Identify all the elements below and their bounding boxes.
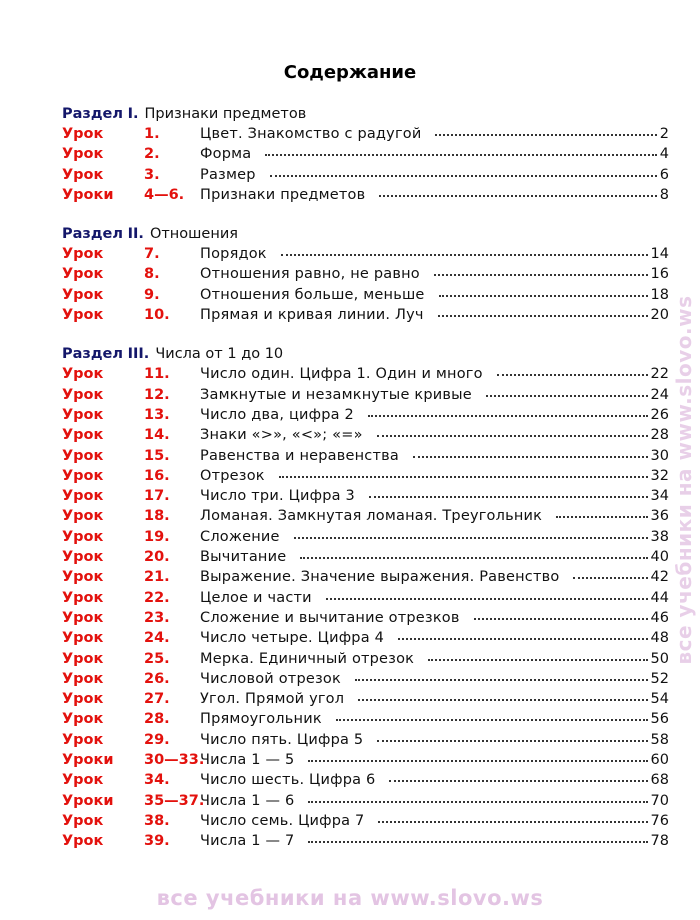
lesson-title: Числа 1 — 6 (200, 792, 295, 809)
lesson-number: 9. (144, 286, 160, 303)
section-heading (62, 224, 669, 244)
dot-leader (336, 709, 648, 721)
lesson-title: Ломаная. Замкнутая ломаная. Треугольник (200, 508, 543, 525)
page-number: 18 (650, 286, 669, 303)
lesson-label: Урок (62, 467, 104, 484)
page-number: 56 (650, 711, 669, 728)
lesson-label: Урок (62, 833, 104, 850)
table-of-contents (62, 104, 669, 852)
lesson-label: Урок (62, 609, 104, 626)
toc-entry (62, 185, 669, 205)
lesson-title: Знаки «>», «<»; «=» (200, 427, 363, 444)
lesson-title: Признаки предметов (200, 186, 366, 203)
lesson-label: Урок (62, 266, 104, 283)
lesson-number: 18. (144, 508, 170, 525)
lesson-title: Замкнутые и незамкнутые кривые (200, 386, 472, 403)
lesson-title: Прямая и кривая линии. Луч (200, 307, 424, 324)
lesson-number: 14. (144, 427, 170, 444)
lesson-number: 25. (144, 650, 170, 667)
dot-leader (413, 446, 648, 458)
lesson-label: Урок (62, 427, 104, 444)
page-number: 36 (650, 508, 669, 525)
lesson-title: Порядок (200, 246, 267, 263)
lesson-number: 7. (144, 246, 160, 263)
dot-leader (355, 669, 648, 681)
page-number: 70 (650, 792, 669, 809)
lesson-label: Урок (62, 569, 104, 586)
lesson-label: Урок (62, 711, 104, 728)
lesson-label: Урок (62, 528, 104, 545)
dot-leader (279, 466, 648, 478)
toc-entry (62, 244, 669, 264)
lesson-title: Прямоугольник (200, 711, 322, 728)
lesson-title: Форма (200, 146, 252, 163)
lesson-label: Урок (62, 488, 104, 505)
page-number: 60 (650, 752, 669, 769)
page-number: 28 (650, 427, 669, 444)
lesson-number: 34. (144, 772, 170, 789)
lesson-title: Мерка. Единичный отрезок (200, 650, 415, 667)
dot-leader (377, 425, 648, 437)
toc-entry (62, 425, 669, 445)
page-number: 4 (659, 146, 669, 163)
dot-leader (308, 750, 647, 762)
page-number: 76 (650, 812, 669, 829)
lesson-label: Урок (62, 307, 104, 324)
page-number: 14 (650, 246, 669, 263)
toc-entry (62, 124, 669, 144)
toc-entry (62, 709, 669, 729)
toc-entry (62, 730, 669, 750)
dot-leader (434, 264, 648, 276)
page-number: 16 (650, 266, 669, 283)
toc-entry (62, 305, 669, 325)
section-heading (62, 104, 669, 124)
lesson-title: Размер (200, 166, 256, 183)
lesson-number: 10. (144, 307, 170, 324)
lesson-label: Урок (62, 386, 104, 403)
page-number: 78 (650, 833, 669, 850)
dot-leader (398, 628, 648, 640)
page-number: 58 (650, 731, 669, 748)
toc-entry (62, 608, 669, 628)
lesson-label: Урок (62, 731, 104, 748)
lesson-title: Целое и части (200, 589, 312, 606)
toc-entry (62, 750, 669, 770)
page-number: 38 (650, 528, 669, 545)
lesson-number: 22. (144, 589, 170, 606)
page-number: 52 (650, 670, 669, 687)
lesson-number: 13. (144, 406, 170, 423)
lesson-title: Числа 1 — 5 (200, 752, 295, 769)
lesson-number: 2. (144, 146, 160, 163)
toc-entry (62, 547, 669, 567)
lesson-number: 27. (144, 691, 170, 708)
lesson-number: 29. (144, 731, 170, 748)
watermark-bottom: все учебники на www.slovo.ws (156, 886, 544, 910)
lesson-number: 38. (144, 812, 170, 829)
toc-entry (62, 628, 669, 648)
lesson-number: 23. (144, 609, 170, 626)
lesson-label: Урок (62, 447, 104, 464)
dot-leader (326, 588, 648, 600)
section-word: Раздел (62, 346, 124, 363)
lesson-title: Число два, цифра 2 (200, 406, 354, 423)
dot-leader (497, 364, 648, 376)
dot-leader (573, 567, 647, 579)
lesson-number: 12. (144, 386, 170, 403)
section-name: Отношения (149, 226, 238, 243)
dot-leader (265, 144, 656, 156)
lesson-title: Равенства и неравенства (200, 447, 399, 464)
watermark-side: все учебники на www.slovo.ws (672, 295, 696, 665)
page-number: 48 (650, 630, 669, 647)
page-number: 32 (650, 467, 669, 484)
section-numeral: II. (127, 226, 144, 243)
toc-entry (62, 264, 669, 284)
toc-entry (62, 669, 669, 689)
page-number: 68 (650, 772, 669, 789)
dot-leader (368, 405, 648, 417)
lesson-title: Сложение (200, 528, 280, 545)
lesson-title: Число семь. Цифра 7 (200, 812, 365, 829)
lesson-title: Отрезок (200, 467, 265, 484)
lesson-title: Отношения равно, не равно (200, 266, 420, 283)
lesson-title: Число шесть. Цифра 6 (200, 772, 376, 789)
toc-entry (62, 486, 669, 506)
page-number: 34 (650, 488, 669, 505)
dot-leader (439, 285, 648, 297)
lesson-label: Урок (62, 630, 104, 647)
section-name: Признаки предметов (144, 106, 307, 122)
lesson-label: Урок (62, 670, 104, 687)
page-title: Содержание (283, 62, 417, 83)
lesson-label: Урок (62, 406, 104, 423)
lesson-title: Отношения больше, меньше (200, 286, 425, 303)
page-number: 30 (650, 447, 669, 464)
lesson-label: Уроки (62, 792, 114, 809)
dot-leader (389, 770, 647, 782)
section-gap (62, 205, 669, 224)
toc-entry (62, 144, 669, 164)
lesson-label: Урок (62, 286, 104, 303)
page-number: 6 (659, 166, 669, 183)
lesson-number: 3. (144, 166, 160, 183)
toc-entry (62, 811, 669, 831)
section-word: Раздел (62, 106, 124, 122)
lesson-title: Число один. Цифра 1. Один и много (200, 366, 483, 383)
lesson-title: Цвет. Знакомство с радугой (200, 126, 422, 142)
page-number: 42 (650, 569, 669, 586)
section-name: Числа от 1 до 10 (155, 346, 284, 363)
page-number: 26 (650, 406, 669, 423)
toc-entry (62, 165, 669, 185)
toc-entry (62, 791, 669, 811)
dot-leader (377, 730, 647, 742)
dot-leader (358, 689, 647, 701)
lesson-label: Урок (62, 366, 104, 383)
dot-leader (308, 791, 647, 803)
lesson-label: Урок (62, 549, 104, 566)
lesson-title: Выражение. Значение выражения. Равенство (200, 569, 560, 586)
lesson-label: Урок (62, 508, 104, 525)
lesson-label: Урок (62, 246, 104, 263)
dot-leader (486, 385, 648, 397)
lesson-label: Урок (62, 589, 104, 606)
lesson-number: 30—33. (144, 752, 205, 769)
lesson-title: Вычитание (200, 549, 287, 566)
toc-entry (62, 446, 669, 466)
lesson-number: 24. (144, 630, 170, 647)
dot-leader (428, 649, 647, 661)
lesson-label: Урок (62, 812, 104, 829)
lesson-number: 20. (144, 549, 170, 566)
lesson-title: Числовой отрезок (200, 670, 341, 687)
dot-leader (270, 165, 657, 177)
dot-leader (378, 811, 647, 823)
lesson-label: Урок (62, 166, 104, 183)
lesson-number: 1. (144, 126, 160, 142)
lesson-title: Число три. Цифра 3 (200, 488, 355, 505)
toc-entry (62, 770, 669, 790)
section-gap (62, 325, 669, 344)
lesson-number: 11. (144, 366, 170, 383)
lesson-number: 26. (144, 670, 170, 687)
lesson-label: Уроки (62, 186, 114, 203)
toc-entry (62, 588, 669, 608)
lesson-label: Урок (62, 146, 104, 163)
page-number: 54 (650, 691, 669, 708)
toc-entry (62, 466, 669, 486)
lesson-number: 21. (144, 569, 170, 586)
lesson-number: 28. (144, 711, 170, 728)
dot-leader (474, 608, 648, 620)
toc-entry (62, 527, 669, 547)
toc-entry (62, 567, 669, 587)
lesson-title: Числа 1 — 7 (200, 833, 295, 850)
page-number: 8 (659, 186, 669, 203)
lesson-label: Урок (62, 126, 104, 142)
toc-entry (62, 689, 669, 709)
page-number: 22 (650, 366, 669, 383)
lesson-label: Урок (62, 650, 104, 667)
dot-leader (556, 506, 647, 518)
toc-entry (62, 649, 669, 669)
dot-leader (294, 527, 648, 539)
dot-leader (281, 244, 648, 256)
lesson-title: Сложение и вычитание отрезков (200, 609, 460, 626)
dot-leader (308, 831, 647, 843)
lesson-label: Урок (62, 772, 104, 789)
dot-leader (300, 547, 647, 559)
toc-entry (62, 285, 669, 305)
dot-leader (369, 486, 648, 498)
page-number: 40 (650, 549, 669, 566)
page-number: 46 (650, 609, 669, 626)
lesson-number: 8. (144, 266, 160, 283)
section-numeral: I. (127, 106, 139, 122)
lesson-label: Урок (62, 691, 104, 708)
page-number: 44 (650, 589, 669, 606)
section-numeral: III. (127, 346, 150, 363)
dot-leader (435, 124, 656, 136)
lesson-number: 16. (144, 467, 170, 484)
lesson-number: 17. (144, 488, 170, 505)
toc-entry (62, 385, 669, 405)
page-number: 24 (650, 386, 669, 403)
section-heading (62, 344, 669, 364)
lesson-title: Число четыре. Цифра 4 (200, 630, 385, 647)
lesson-number: 39. (144, 833, 170, 850)
page-number: 2 (659, 126, 669, 142)
lesson-number: 4—6. (144, 186, 185, 203)
dot-leader (438, 305, 648, 317)
section-word: Раздел (62, 226, 124, 243)
page-number: 50 (650, 650, 669, 667)
page-number: 20 (650, 307, 669, 324)
lesson-number: 35—37. (144, 792, 205, 809)
dot-leader (379, 185, 656, 197)
toc-entry (62, 831, 669, 851)
lesson-number: 19. (144, 528, 170, 545)
lesson-label: Уроки (62, 752, 114, 769)
toc-entry (62, 506, 669, 526)
lesson-title: Число пять. Цифра 5 (200, 731, 364, 748)
lesson-number: 15. (144, 447, 170, 464)
lesson-title: Угол. Прямой угол (200, 691, 345, 708)
toc-entry (62, 364, 669, 384)
toc-entry (62, 405, 669, 425)
